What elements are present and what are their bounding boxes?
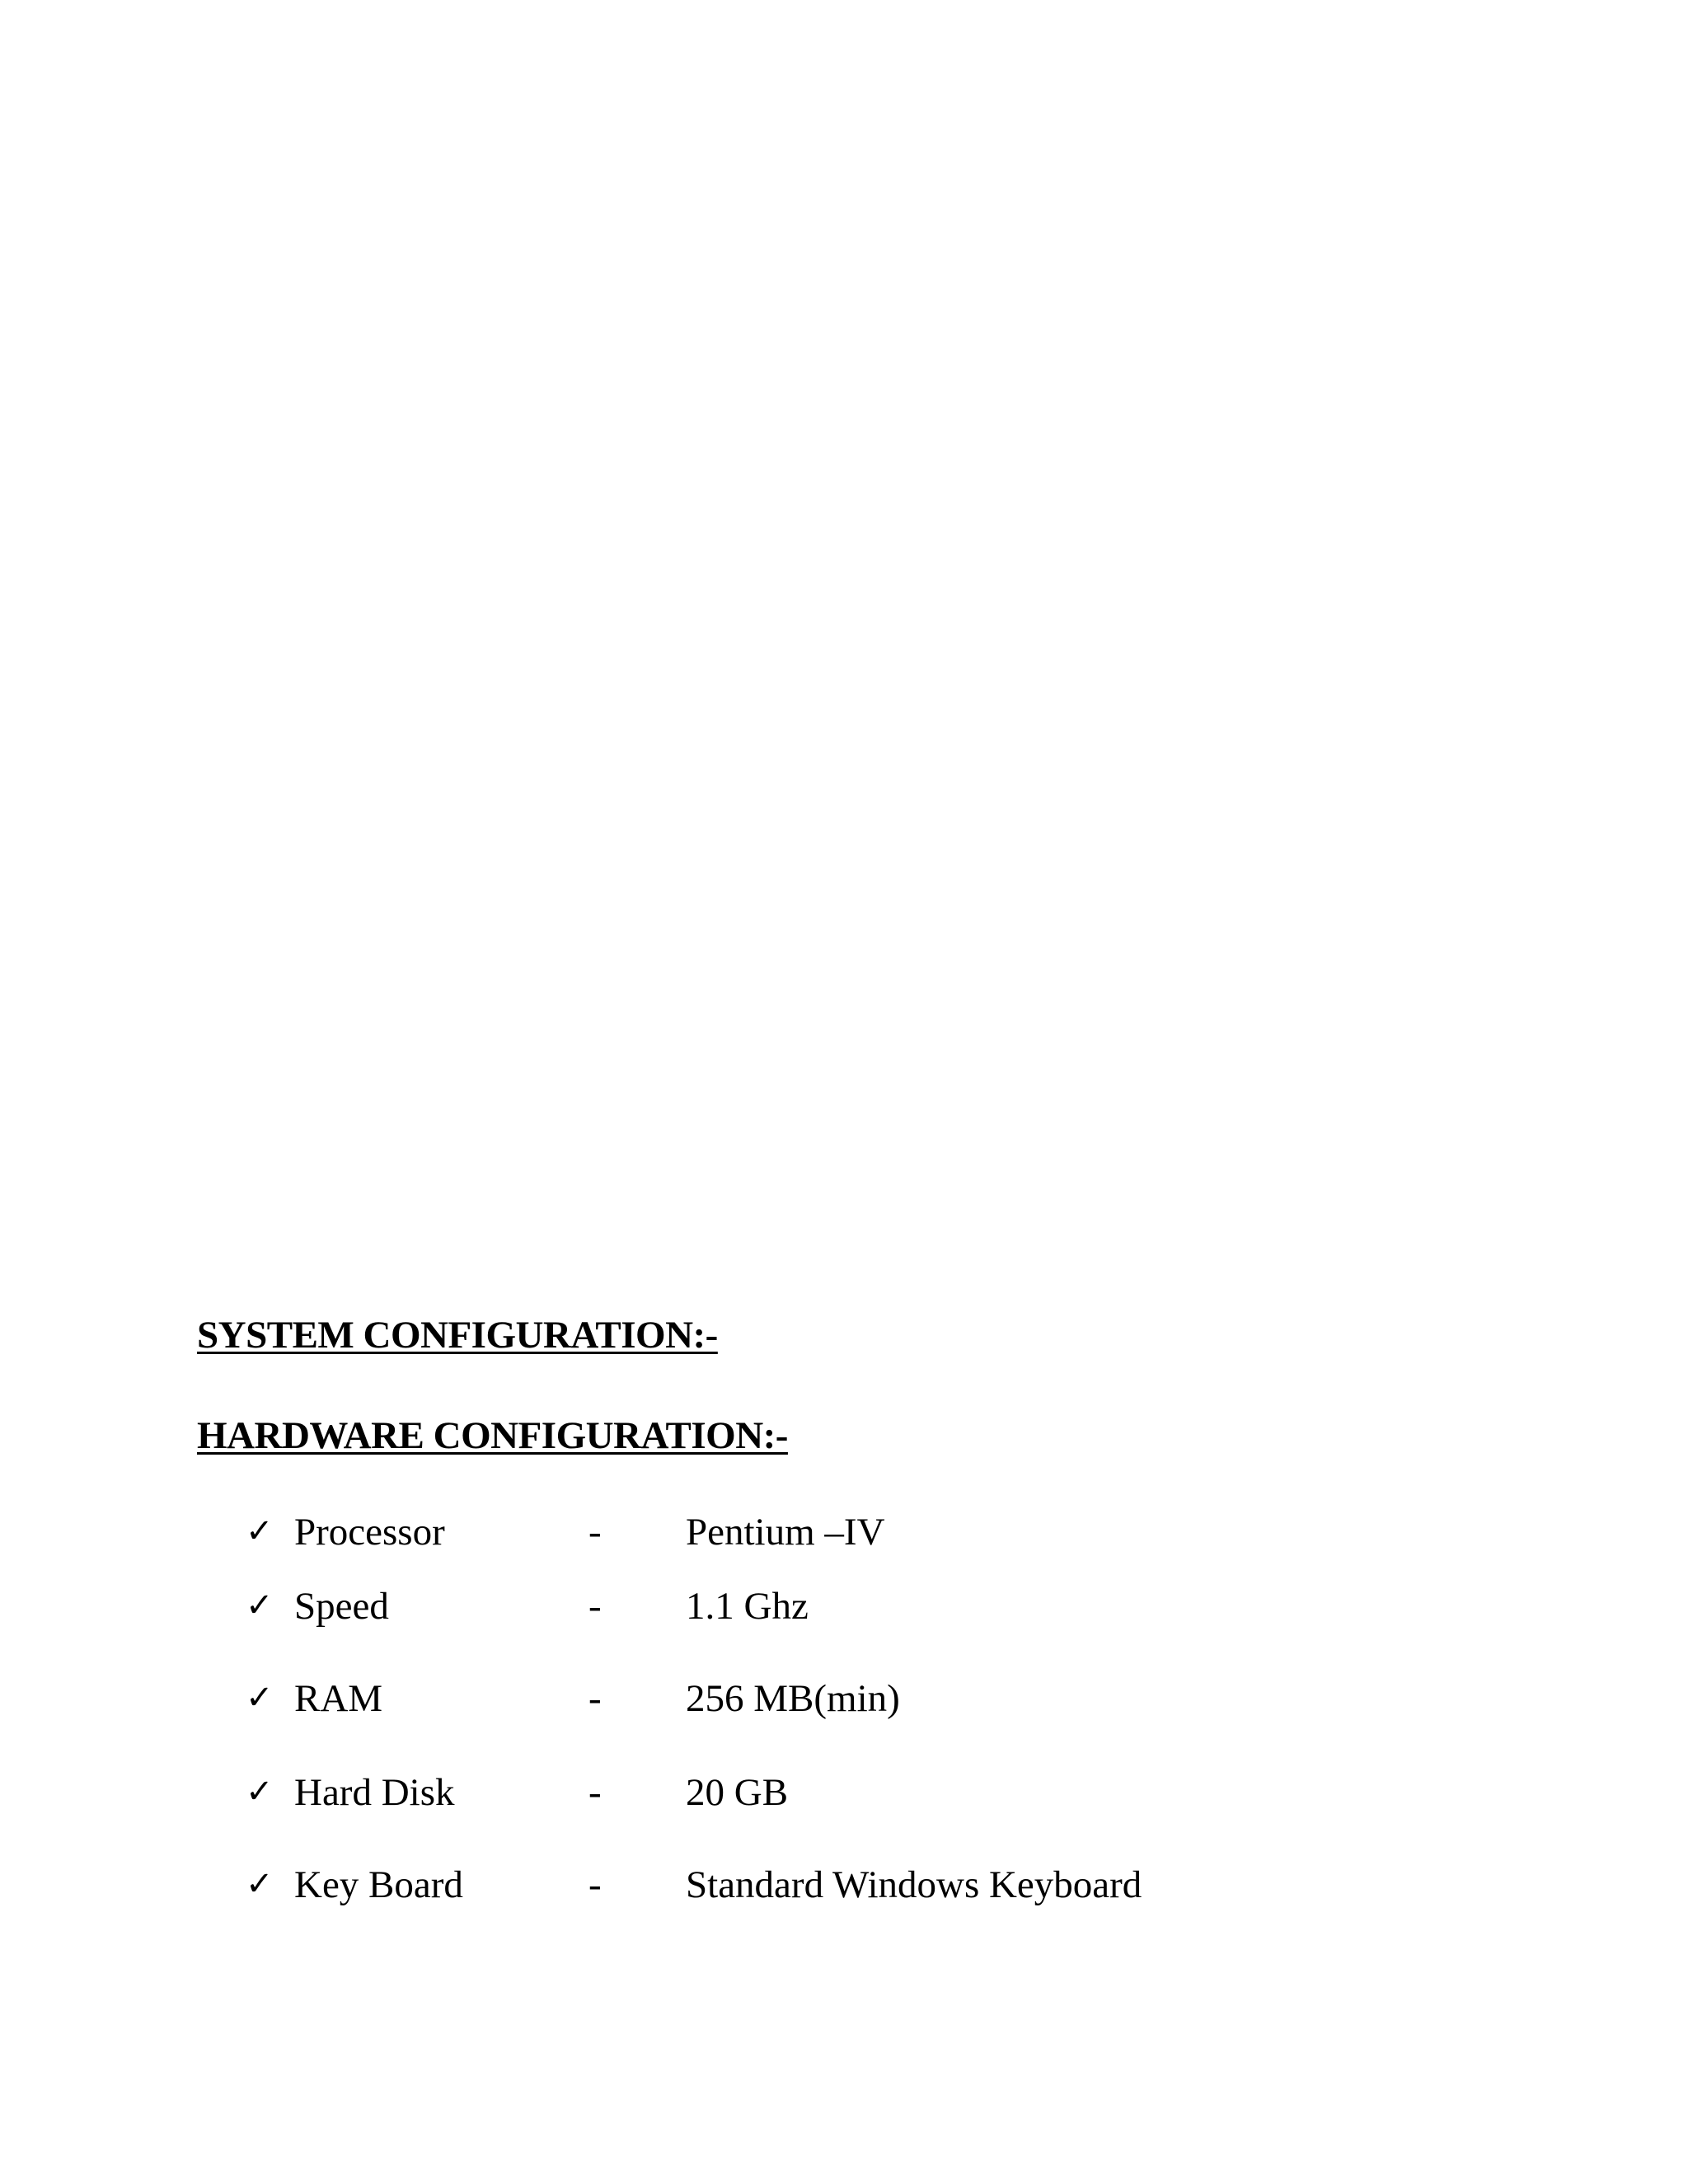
spec-name: Speed xyxy=(294,1585,389,1628)
spec-value: Pentium –IV xyxy=(686,1511,885,1554)
spec-name: RAM xyxy=(294,1677,383,1720)
check-mark-icon: ✓ xyxy=(246,1865,274,1903)
spec-name: Key Board xyxy=(294,1863,463,1906)
spec-row-keyboard xyxy=(0,1863,1319,1915)
spec-row-speed xyxy=(0,1587,1319,1637)
spec-row-hard-disk xyxy=(0,1771,1319,1823)
spec-row-processor xyxy=(0,1513,1319,1563)
spec-separator: - xyxy=(588,1771,602,1814)
check-mark-icon: ✓ xyxy=(246,1679,274,1717)
spec-value: Standard Windows Keyboard xyxy=(686,1863,1142,1906)
check-mark-icon: ✓ xyxy=(246,1773,274,1811)
check-mark-icon: ✓ xyxy=(246,1586,274,1624)
spec-value: 20 GB xyxy=(686,1771,789,1814)
spec-separator: - xyxy=(588,1585,602,1628)
check-mark-icon: ✓ xyxy=(246,1512,274,1550)
spec-value: 256 MB(min) xyxy=(686,1677,900,1720)
spec-name: Processor xyxy=(294,1511,445,1554)
spec-separator: - xyxy=(588,1677,602,1720)
spec-name: Hard Disk xyxy=(294,1771,455,1814)
spec-value: 1.1 Ghz xyxy=(686,1585,809,1628)
hardware-configuration-heading: HARDWARE CONFIGURATION:- xyxy=(197,1414,788,1457)
spec-separator: - xyxy=(588,1511,602,1554)
spec-separator: - xyxy=(588,1863,602,1906)
system-configuration-heading: SYSTEM CONFIGURATION:- xyxy=(197,1314,718,1357)
spec-row-ram xyxy=(0,1677,1319,1729)
